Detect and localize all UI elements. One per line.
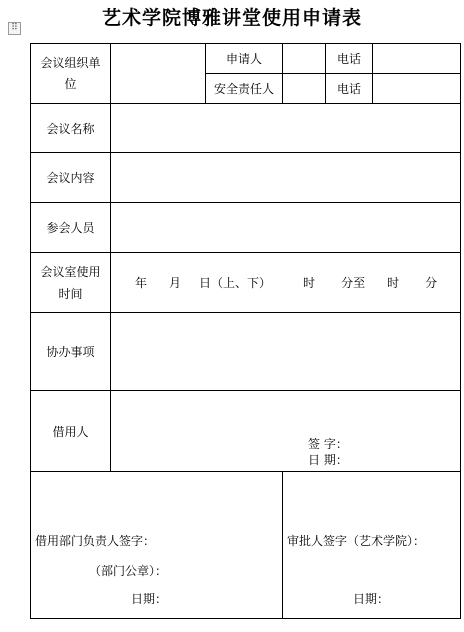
org-unit-field[interactable]	[111, 44, 206, 104]
approver-date: 日期：	[353, 592, 390, 606]
time-minute-2: 分	[425, 276, 438, 290]
assist-field[interactable]	[111, 313, 461, 391]
borrower-signature: 签 字：	[308, 437, 348, 451]
approver-signature: 审批人签字（艺术学院）：	[287, 534, 426, 548]
borrower-label: 借用人	[31, 391, 111, 472]
dept-date: 日期：	[131, 592, 168, 606]
time-year: 年	[135, 276, 148, 290]
attendees-field[interactable]	[111, 203, 461, 253]
applicant-label: 申请人	[206, 44, 283, 74]
time-month: 月	[169, 276, 182, 290]
phone-field-1[interactable]	[373, 44, 461, 74]
meeting-name-label: 会议名称	[31, 104, 111, 153]
room-time-label: 会议室使用时间	[31, 253, 111, 313]
meeting-name-field[interactable]	[111, 104, 461, 153]
phone-label-2: 电话	[326, 74, 373, 104]
phone-label-1: 电话	[326, 44, 373, 74]
applicant-field[interactable]	[283, 44, 326, 74]
assist-label: 协办事项	[31, 313, 111, 391]
borrower-field[interactable]	[111, 391, 461, 472]
time-line	[111, 274, 460, 291]
room-time-field[interactable]	[111, 253, 461, 313]
dept-approval-cell[interactable]	[31, 472, 283, 619]
phone-field-2[interactable]	[373, 74, 461, 104]
time-day: 日（上、下）	[199, 276, 272, 290]
dept-head-signature: 借用部门负责人签字：	[35, 534, 156, 548]
org-unit-label: 会议组织单位	[31, 44, 111, 104]
attendees-label: 参会人员	[31, 203, 111, 253]
form-title: 艺术学院博雅讲堂使用申请表	[101, 7, 362, 29]
application-form-table	[30, 43, 461, 619]
approver-cell[interactable]	[283, 472, 461, 619]
meeting-content-label: 会议内容	[31, 153, 111, 203]
meeting-content-field[interactable]	[111, 153, 461, 203]
time-hour-2: 时	[387, 276, 400, 290]
move-handle-icon[interactable]: ⠿	[8, 22, 21, 35]
safety-officer-field[interactable]	[283, 74, 326, 104]
time-hour-1: 时	[303, 276, 316, 290]
dept-seal: （部门公章）：	[89, 564, 168, 578]
safety-officer-label: 安全责任人	[206, 74, 283, 104]
borrower-date: 日 期：	[308, 453, 348, 467]
time-minute-to: 分至	[341, 276, 366, 290]
